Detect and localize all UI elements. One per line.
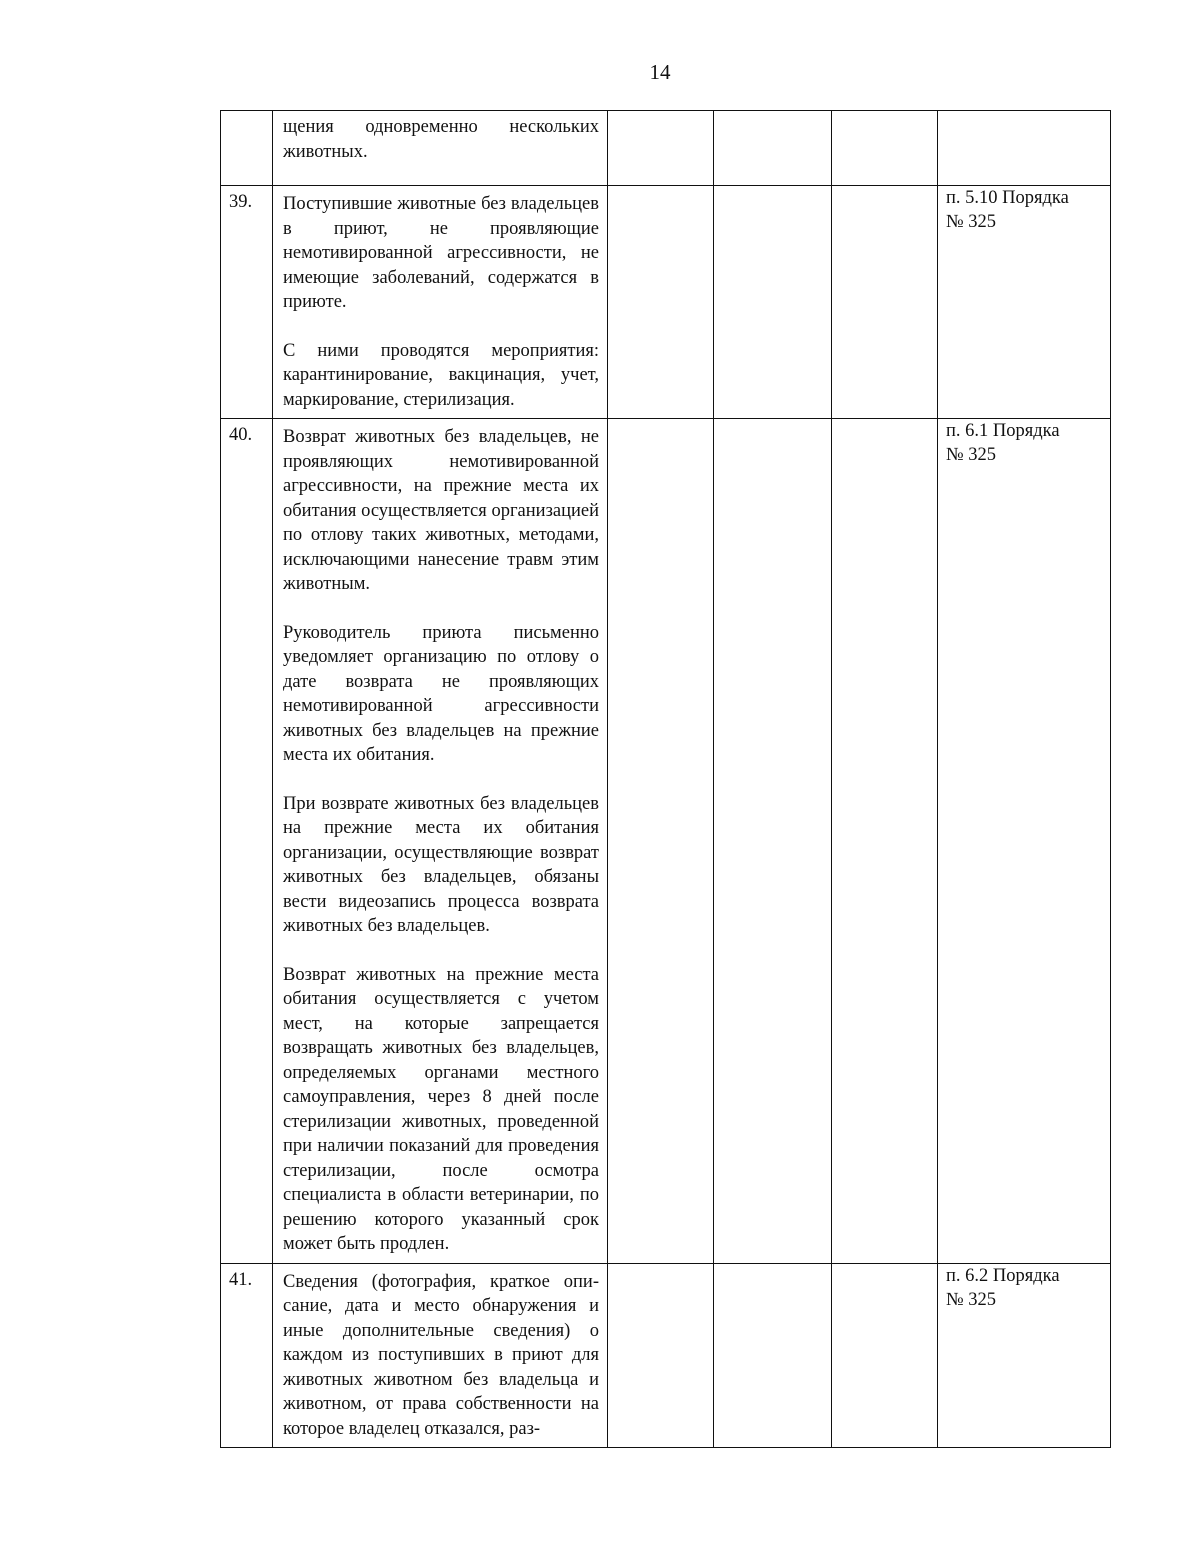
requirement-text-cell <box>273 419 608 1264</box>
reference-cell <box>938 419 1111 1264</box>
reference-line: № 325 <box>946 445 997 465</box>
requirement-text-cell <box>273 1263 608 1448</box>
empty-cell <box>714 111 832 186</box>
row-number: 40. <box>229 425 253 445</box>
page-number: 14 <box>649 60 671 84</box>
requirement-paragraph: С ними проводятся мероприятия: карантинирование, вакцинация, учет, маркирование, стерилизация. <box>283 340 599 410</box>
table-row <box>221 1263 1111 1448</box>
reference-cell <box>938 1263 1111 1448</box>
requirement-paragraph: щения одновременно нескольких животных. <box>283 117 599 162</box>
empty-cell <box>608 111 714 186</box>
requirement-paragraph: Поступившие животные без владельцев в приют, не проявляющие немотивированной агрессивности, не имеющие заболеваний, содержатся в приюте. <box>283 194 599 312</box>
empty-cell <box>714 419 832 1264</box>
reference-line: п. 6.1 Порядка <box>946 421 1060 441</box>
reference-line: № 325 <box>946 212 997 232</box>
reference-line: п. 6.2 Порядка <box>946 1265 1060 1286</box>
table-row <box>221 186 1111 419</box>
table-row <box>221 111 1111 186</box>
empty-cell <box>714 1263 832 1448</box>
reference-cell <box>938 111 1111 186</box>
empty-cell <box>832 419 938 1264</box>
requirement-paragraph: Возврат животных на прежние места обитания осуществляется с учетом мест, на которые запрещается возвращать животных без владельцев, определяемых органами местного самоуправления, через 8 дней после стерилизации животных, проведенной при наличии показаний для проведения стерилизации, после осмотра специалиста в области ветеринарии, по решению которого указанный срок может быть продлен. <box>283 964 599 1254</box>
empty-cell <box>832 111 938 186</box>
requirement-paragraph: Руководитель приюта письменно уведомляет организацию по отлову о дате возврата не проявляющих немотивированной агрессивности животных без владельцев на прежние места их обитания. <box>283 622 599 765</box>
row-number-cell <box>221 186 273 419</box>
requirement-text-cell <box>273 111 608 186</box>
row-number-cell <box>221 1263 273 1448</box>
row-number-cell <box>221 419 273 1264</box>
requirement-paragraph: Возврат животных без владельцев, не проявляющих немотивированной агрессивности, на прежние места их обитания осуществляется организацией по отлову таких животных, методами, исключающими нанесение травм этим животным. <box>283 427 599 594</box>
empty-cell <box>832 186 938 419</box>
row-number-cell <box>221 111 273 186</box>
reference-cell <box>938 186 1111 419</box>
empty-cell <box>608 1263 714 1448</box>
empty-cell <box>714 186 832 419</box>
requirement-paragraph: Сведения (фотография, краткое описание, дата и место обнаружения и иные дополнительные сведения) о каждом из поступивших в приют для животных животном без владельца и животном, от права собственности на которое владелец отказался, раз- <box>283 1271 599 1439</box>
row-number: 39. <box>229 192 253 212</box>
requirement-text-cell <box>273 186 608 419</box>
requirement-paragraph: При возврате животных без владельцев на прежние места их обитания организации, осуществляющие возврат животных без владельцев, обязаны вести видеозапись процесса возврата животных без владельцев. <box>283 793 599 936</box>
reference-line: п. 5.10 Порядка <box>946 188 1069 208</box>
row-number: 41. <box>229 1269 253 1290</box>
reference-line: № 325 <box>946 1289 997 1310</box>
empty-cell <box>832 1263 938 1448</box>
empty-cell <box>608 419 714 1264</box>
requirements-table <box>220 110 1111 1448</box>
table-row <box>221 419 1111 1264</box>
empty-cell <box>608 186 714 419</box>
